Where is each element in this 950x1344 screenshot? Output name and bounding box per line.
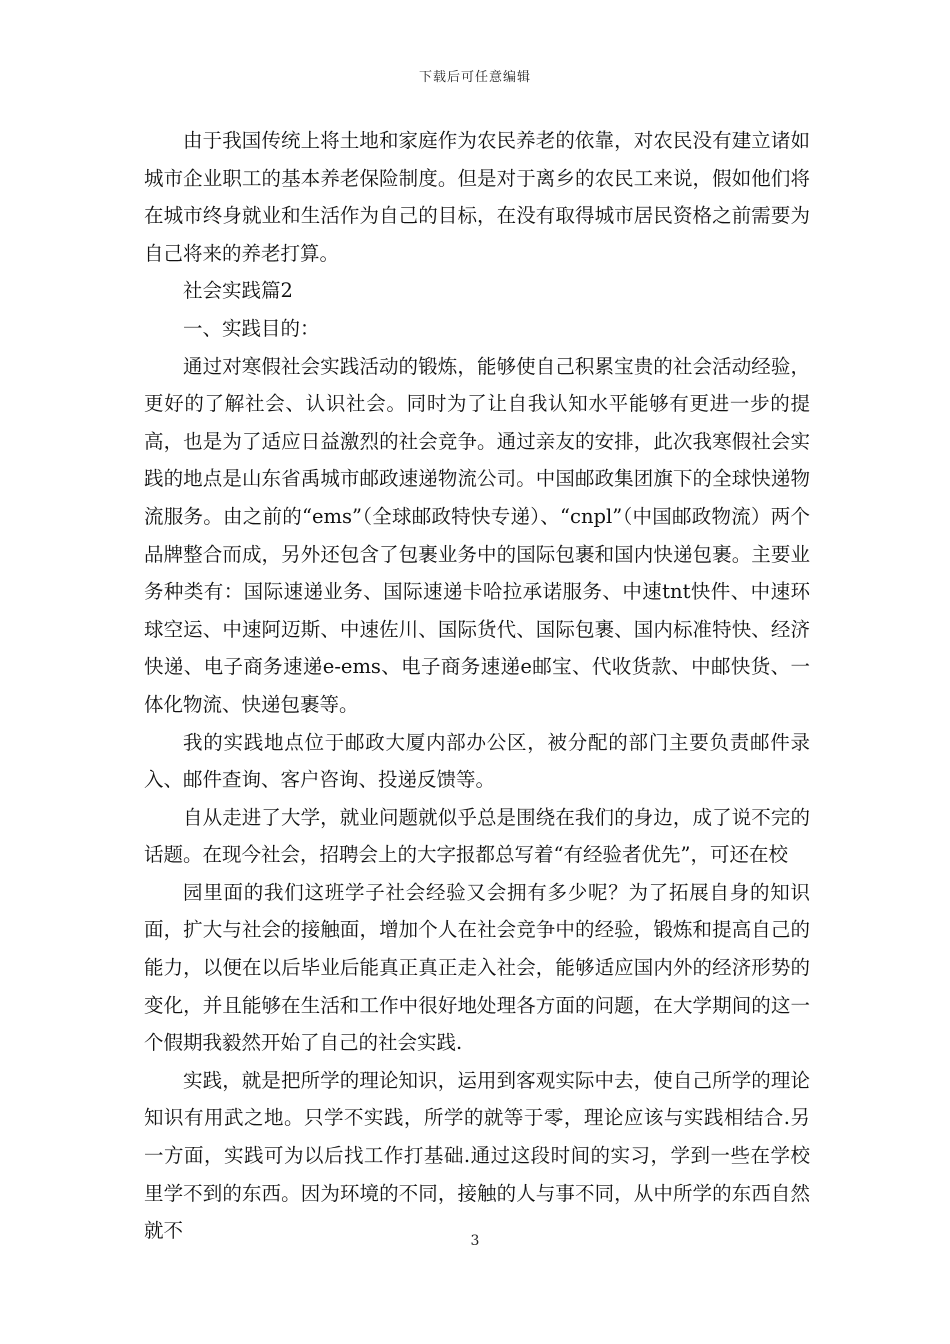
subsection-heading: 一、实践目的： [183, 316, 320, 340]
paragraph-location: 我的实践地点位于邮政大厦内部办公区，被分配的部门主要负责邮件录入、邮件查询、客户咨询、投递反馈等。 [144, 730, 810, 792]
section-heading: 社会实践篇2 [183, 279, 293, 303]
paragraph-practice: 实践，就是把所学的理论知识，运用到客观实际中去，使自己所学的理论知识有用武之地。只学不实践，所学的就等于零，理论应该与实践相结合.另一方面，实践可为以后找工作打基础.通过这段时间的实习，学到一些在学校里学不到的东西。因为环境的不同，接触的人与事不同，从中所学的东西自然就不 [144, 1068, 810, 1243]
page-header: 下载后可任意编辑 [418, 70, 531, 85]
document-body [144, 122, 810, 1250]
paragraph-pension: 由于我国传统上将土地和家庭作为农民养老的依靠，对农民没有建立诸如城市企业职工的基本养老保险制度。但是对于离乡的农民工来说，假如他们将在城市终身就业和生活作为自己的目标，在没有取得城市居民资格之前需要为自己将来的养老打算。 [144, 129, 810, 265]
paragraph-purpose: 通过对寒假社会实践活动的锻炼，能够使自己积累宝贵的社会活动经验，更好的了解社会、认识社会。同时为了让自我认知水平能够有更进一步的提高，也是为了适应日益激烈的社会竞争。通过亲友的安排，此次我寒假社会实践的地点是山东省禹城市邮政速递物流公司。中国邮政集团旗下的全球快递物流服务。由之前的“ems”（全球邮政特快专递）、“cnpl”（中国邮政物流）两个品牌整合而成，另外还包含了包裹业务中的国际包裹和国内快递包裹。主要业务种类有：国际速递业务、国际速递卡哈拉承诺服务、中速tnt快件、中速环球空运、中速阿迈斯、中速佐川、国际货代、国际包裹、国内标准特快、经济快递、电子商务速递e-ems、电子商务速递e邮宝、代收货款、中邮快货、一体化物流、快递包裹等。 [144, 354, 810, 716]
page-number: 3 [470, 1233, 480, 1249]
paragraph-campus: 园里面的我们这班学子社会经验又会拥有多少呢？为了拓展自身的知识面，扩大与社会的接触面，增加个人在社会竞争中的经验，锻炼和提高自己的能力，以便在以后毕业后能真正真正走入社会，能够适应国内外的经济形势的变化，并且能够在生活和工作中很好地处理各方面的问题，在大学期间的这一个假期我毅然开始了自己的社会实践. [144, 880, 810, 1055]
paragraph-employment: 自从走进了大学，就业问题就似乎总是围绕在我们的身边，成了说不完的话题。在现今社会，招聘会上的大字报都总写着“有经验者优先”，可还在校 [144, 805, 810, 867]
